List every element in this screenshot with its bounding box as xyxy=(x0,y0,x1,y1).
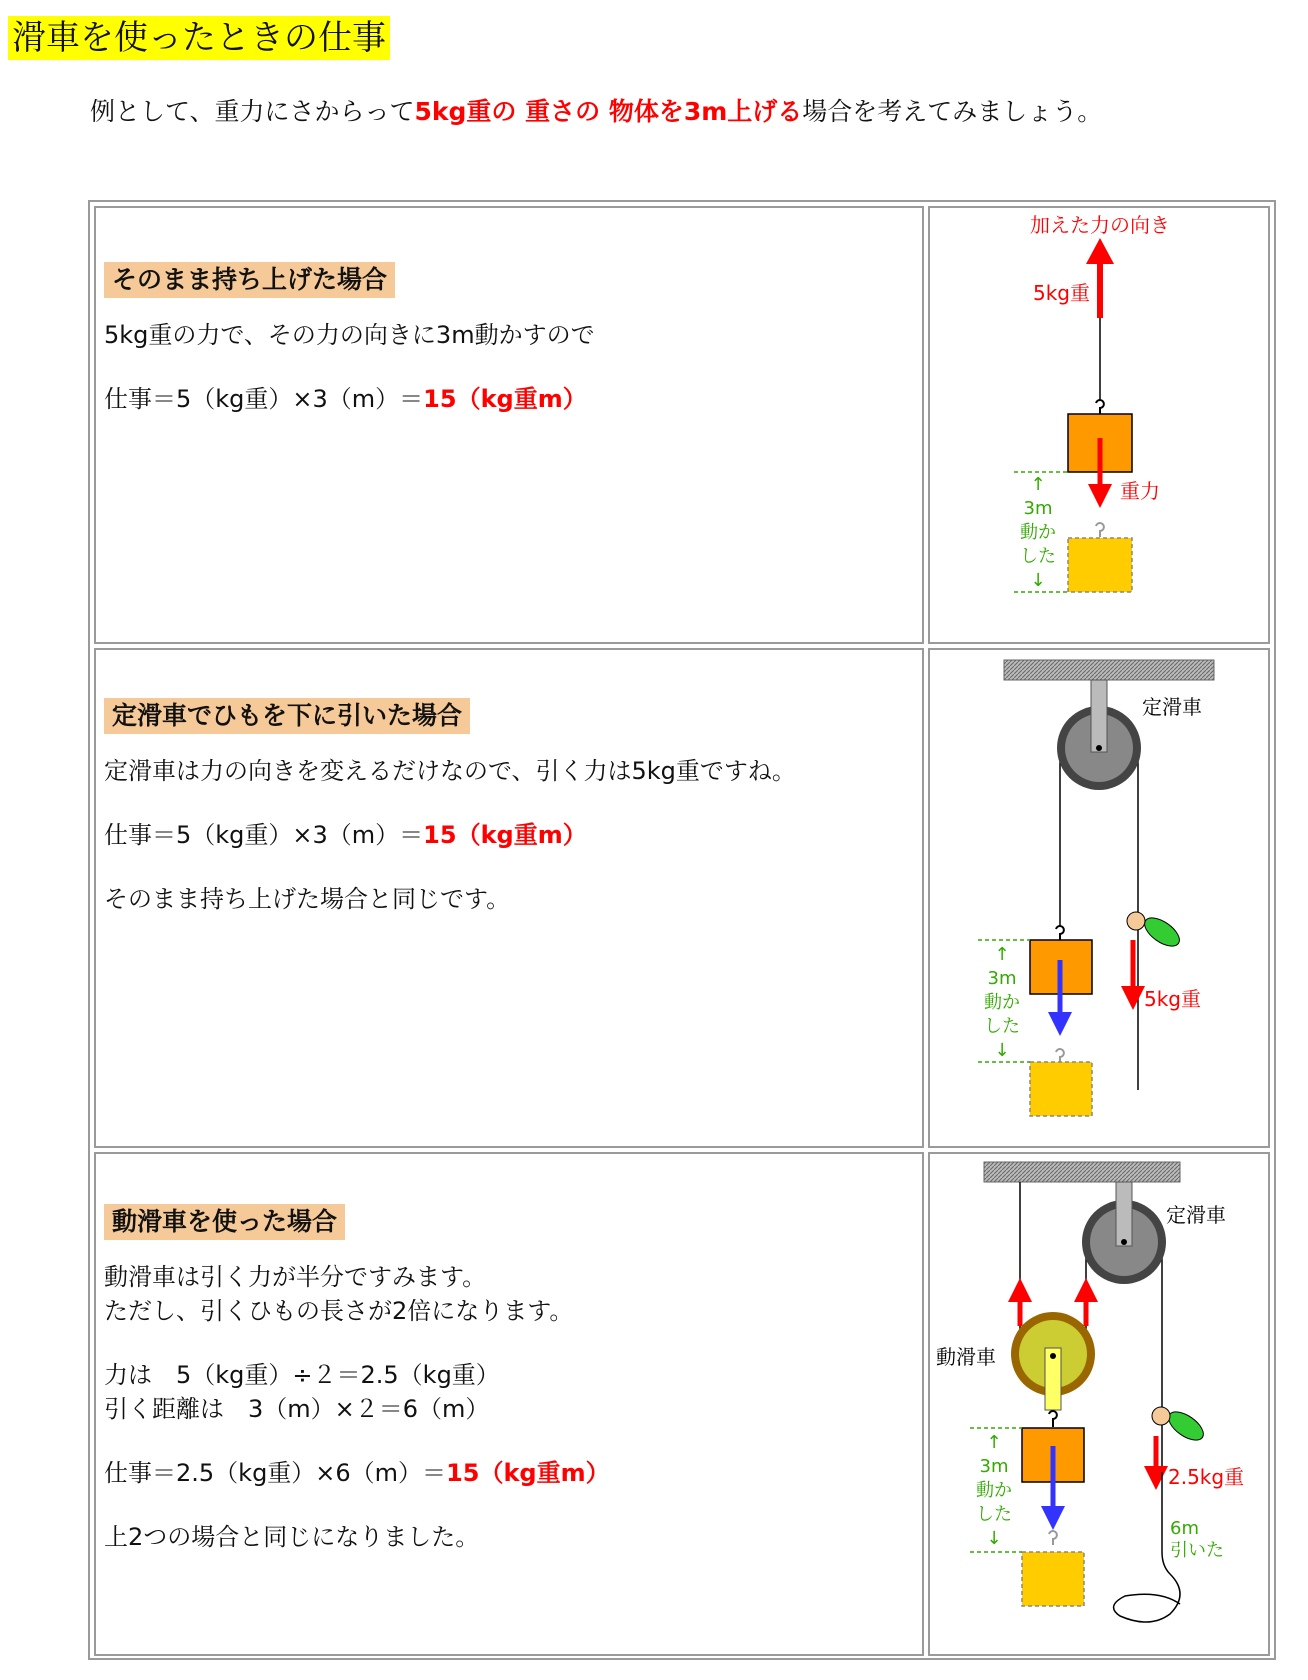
support-arrowhead-right xyxy=(1074,1278,1098,1302)
pulley-axle xyxy=(1121,1239,1127,1245)
applied-force-label: 5kg重 xyxy=(1032,281,1090,305)
section2-work-result: 15（kg重m） xyxy=(423,821,587,849)
section3-work-result: 15（kg重m） xyxy=(446,1459,610,1487)
intro-highlight: 5kg重の 重さの 物体を3m上げる xyxy=(414,97,803,126)
weight-move-arrowhead xyxy=(1048,1012,1072,1036)
section2-heading: 定滑車でひもを下に引いた場合 xyxy=(104,698,470,734)
distance-label-line: ↓ xyxy=(986,1528,1002,1549)
moving-pulley-figure xyxy=(930,1154,1268,1654)
section3-distance-calc: 引く距離は 3（m）×２＝6（m） xyxy=(104,1395,490,1423)
distance-label-line: 動か xyxy=(1020,522,1056,543)
pull-force-label: 2.5kg重 xyxy=(1168,1465,1245,1489)
distance-label-line: 動か xyxy=(976,1480,1012,1501)
support-arrowhead-left xyxy=(1008,1278,1032,1302)
pulley-axle xyxy=(1096,745,1102,751)
page-title: 滑車を使ったときの仕事 xyxy=(8,16,390,60)
fixed-pulley-label: 定滑車 xyxy=(1142,695,1202,719)
section3-line-after: 上2つの場合と同じになりました。 xyxy=(104,1523,480,1551)
ghost-hook-icon xyxy=(1096,523,1104,537)
intro-text xyxy=(90,92,1102,132)
hand-grip-icon xyxy=(1127,912,1145,930)
pull-force-arrowhead xyxy=(1121,986,1145,1010)
moving-pulley-label: 動滑車 xyxy=(936,1345,996,1369)
distance-label-line: 動か xyxy=(984,992,1020,1013)
distance-label-line: 3m xyxy=(987,968,1017,989)
ghost-hook-icon xyxy=(1049,1531,1057,1545)
weight-move-arrowhead xyxy=(1041,1506,1065,1530)
pulley-bracket xyxy=(1116,1182,1132,1246)
pull-force-arrowhead xyxy=(1144,1466,1168,1490)
distance-label-line: ↓ xyxy=(994,1040,1010,1061)
row1-figure-cell xyxy=(928,206,1270,644)
section3-heading: 動滑車を使った場合 xyxy=(104,1204,345,1240)
row2-text-cell xyxy=(94,648,924,1148)
ghost-weight-block xyxy=(1030,1062,1092,1116)
fixed-pulley-figure xyxy=(930,650,1268,1146)
ceiling xyxy=(984,1162,1180,1182)
hook-icon xyxy=(1096,400,1104,414)
distance-label-line: 3m xyxy=(1023,498,1053,519)
row1-text-cell xyxy=(94,206,924,644)
force-direction-label: 加えた力の向き xyxy=(1030,213,1170,237)
section3-line1: 動滑車は引く力が半分ですみます。 xyxy=(104,1263,487,1291)
ghost-weight-block xyxy=(1022,1552,1084,1606)
distance-label-line: ↓ xyxy=(1030,570,1046,591)
section2-line-after: そのまま持ち上げた場合と同じです。 xyxy=(104,885,511,913)
hand-icon xyxy=(1140,912,1184,951)
intro-before: 例として、重力にさからって xyxy=(90,97,415,126)
section2-work: 仕事＝5（kg重）×3（m）＝15（kg重m） xyxy=(104,821,587,849)
row2-figure-cell xyxy=(928,648,1270,1148)
pull-distance-line: 6m xyxy=(1170,1518,1199,1539)
intro-after: 場合を考えてみましょう。 xyxy=(802,97,1103,126)
hook-icon xyxy=(1056,926,1064,940)
comparison-table xyxy=(88,200,1276,1660)
section3-work: 仕事＝2.5（kg重）×6（m）＝15（kg重m） xyxy=(104,1459,610,1487)
ghost-weight-block xyxy=(1068,538,1132,592)
section2-line1: 定滑車は力の向きを変えるだけなので、引く力は5kg重ですね。 xyxy=(104,757,796,785)
distance-label-line: した xyxy=(976,1504,1012,1525)
gravity-label: 重力 xyxy=(1120,479,1160,503)
pull-distance-line: 引いた xyxy=(1170,1540,1224,1561)
distance-label-line: した xyxy=(984,1016,1020,1037)
section1-work: 仕事＝5（kg重）×3（m）＝15（kg重m） xyxy=(104,385,587,413)
section1-heading: そのまま持ち上げた場合 xyxy=(104,262,395,298)
pulley-bracket xyxy=(1091,680,1107,752)
hand-grip-icon xyxy=(1152,1407,1170,1425)
section1-work-result: 15（kg重m） xyxy=(423,385,587,413)
row3-figure-cell xyxy=(928,1152,1270,1656)
distance-label-line: ↑ xyxy=(994,944,1010,965)
ceiling xyxy=(1004,660,1214,680)
fixed-pulley-label: 定滑車 xyxy=(1166,1203,1226,1227)
lift-directly-figure xyxy=(930,208,1268,642)
hook-icon xyxy=(1049,1411,1057,1427)
distance-label-line: ↑ xyxy=(1030,474,1046,495)
section3-force-calc: 力は 5（kg重）÷２＝2.5（kg重） xyxy=(104,1361,500,1389)
row3-text-cell xyxy=(94,1152,924,1656)
distance-label-line: した xyxy=(1020,546,1056,567)
distance-label-line: ↑ xyxy=(986,1432,1002,1453)
hand-icon xyxy=(1164,1406,1208,1445)
gravity-arrowhead xyxy=(1088,484,1112,508)
section1-line1: 5kg重の力で、その力の向きに3m動かすので xyxy=(104,321,595,349)
moving-pulley-axle xyxy=(1050,1353,1056,1359)
applied-force-arrowhead xyxy=(1086,238,1114,264)
section3-line2: ただし、引くひもの長さが2倍になります。 xyxy=(104,1297,574,1325)
ghost-hook-icon xyxy=(1056,1049,1064,1063)
pull-force-label: 5kg重 xyxy=(1144,987,1202,1011)
distance-label-line: 3m xyxy=(979,1456,1009,1477)
